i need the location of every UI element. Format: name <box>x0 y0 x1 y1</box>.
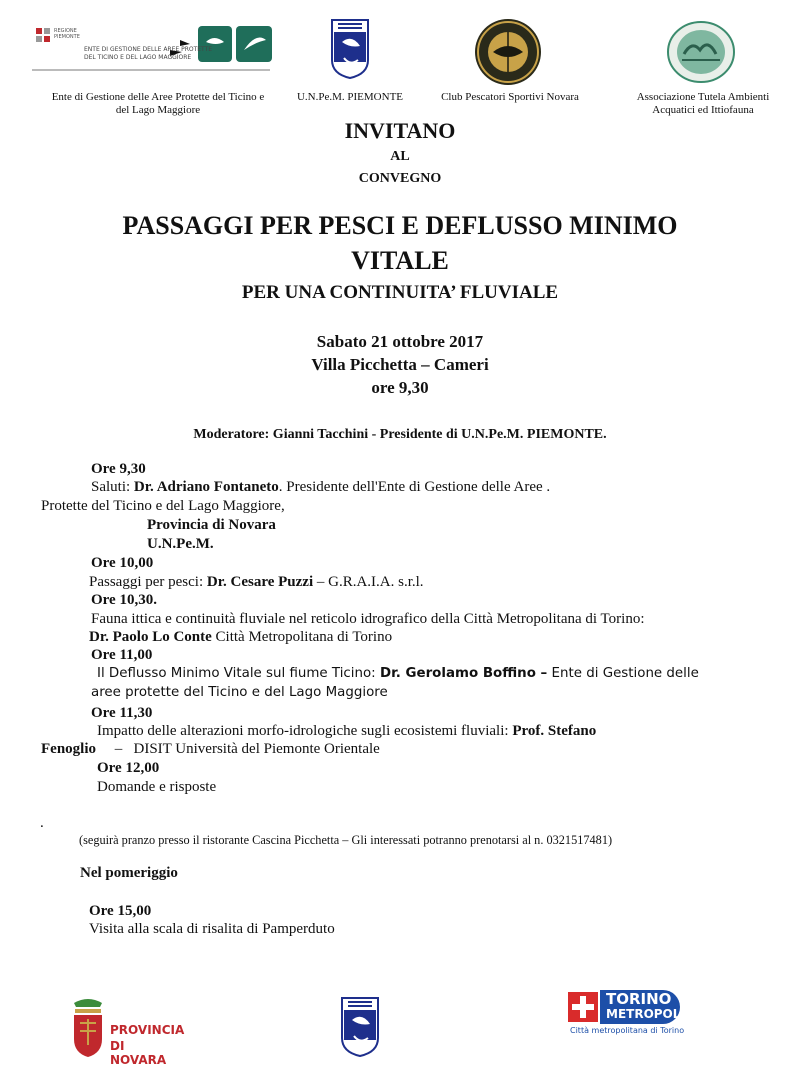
time-1030: Ore 10,30. <box>91 592 157 608</box>
invitano-heading: INVITANO <box>344 118 456 143</box>
time-1100: Ore 11,00 <box>91 647 153 663</box>
subtitle: PER UNA CONTINUITA’ FLUVIALE <box>241 282 559 303</box>
deflusso-speaker: Dr. Gerolamo Boffino – <box>379 666 548 681</box>
provincia-crest-icon <box>68 997 108 1061</box>
associazione-caption-line1: Associazione Tutela Ambienti <box>636 91 770 103</box>
saluti-rest: . Presidente dell'Ente di Gestione delle Aree . <box>278 479 551 495</box>
fauna-line: Fauna ittica e continuità fluviale nel reticolo idrografico della Città Metropolitana di Torino: <box>91 611 645 627</box>
unpem-caption: U.N.Pe.M. PIEMONTE <box>296 91 404 103</box>
deflusso-line <box>97 665 699 683</box>
stray-dot: . <box>40 815 44 831</box>
unpem-footer-logo <box>340 996 380 1058</box>
deflusso-rest: Ente di Gestione delle <box>547 666 699 681</box>
torino-logo-line1: TORINO <box>606 990 672 1008</box>
torino-logo-sub: Città metropolitana di Torino <box>570 1026 685 1035</box>
saluti-continuation: Protette del Ticino e del Lago Maggiore, <box>41 498 285 514</box>
domande-line: Domande e risposte <box>97 779 217 795</box>
impatto-speaker: Prof. Stefano <box>512 723 597 739</box>
provincia-logo-line2: DI NOVARA <box>110 1039 167 1067</box>
visit-line: Visita alla scala di risalita di Pamperduto <box>89 921 335 937</box>
fenoglio-line <box>41 740 380 759</box>
event-date: Sabato 21 ottobre 2017 <box>316 332 484 351</box>
locote-speaker: Dr. Paolo Lo Conte <box>89 629 212 645</box>
ente-caption <box>40 91 276 117</box>
impatto-line <box>97 722 596 741</box>
passaggi-rest: – G.R.A.I.A. s.r.l. <box>313 574 424 590</box>
time-1200: Ore 12,00 <box>97 760 160 776</box>
ente-logo-text-1: ENTE DI GESTIONE DELLE AREE PROTETTE <box>84 46 213 53</box>
provincia-novara-logo <box>68 997 185 1067</box>
ente-logo-text-2: DEL TICINO E DEL LAGO MAGGIORE <box>84 54 192 61</box>
associazione-logo-graphic <box>666 20 736 84</box>
unpem-logo <box>330 18 370 80</box>
associazione-caption <box>618 91 788 117</box>
fenoglio-speaker: Fenoglio <box>41 741 96 757</box>
moderator: Moderatore: Gianni Tacchini - Presidente di U.N.Pe.M. PIEMONTE. <box>193 427 607 442</box>
club-caption: Club Pescatori Sportivi Novara <box>441 91 579 103</box>
passaggi-prefix: Passaggi per pesci: <box>89 574 207 590</box>
ente-caption-line2: del Lago Maggiore <box>115 104 201 116</box>
convegno-heading: CONVEGNO <box>358 171 442 186</box>
fenoglio-rest: – DISIT Università del Piemonte Orientale <box>96 741 380 757</box>
saluti-speaker: Dr. Adriano Fontaneto <box>133 479 279 495</box>
passaggi-line <box>89 573 424 592</box>
deflusso-prefix: Il Deflusso Minimo Vitale sul fiume Ticino: <box>97 666 380 681</box>
associazione-logo <box>666 20 736 84</box>
title-line1: PASSAGGI PER PESCI E DEFLUSSO MINIMO <box>122 211 678 240</box>
afternoon-heading: Nel pomeriggio <box>80 865 178 881</box>
title-line2: VITALE <box>351 246 449 275</box>
provincia-label: Provincia di Novara <box>147 517 276 533</box>
saluti-prefix: Saluti: <box>91 479 134 495</box>
deflusso-continuation: aree protette del Ticino e del Lago Maggiore <box>91 685 388 700</box>
time-1130: Ore 11,30 <box>91 705 153 721</box>
locote-line <box>89 628 392 647</box>
ente-logo <box>30 20 280 78</box>
passaggi-speaker: Dr. Cesare Puzzi <box>206 574 314 590</box>
time-1500: Ore 15,00 <box>89 903 152 919</box>
lunch-note: (seguirà pranzo presso il ristorante Cascina Picchetta – Gli interessati potranno prenotarsi al n. 0321517481) <box>79 833 613 847</box>
locote-rest: Città Metropolitana di Torino <box>211 629 393 645</box>
associazione-caption-line2: Acquatici ed Ittiofauna <box>652 104 754 116</box>
club-logo <box>473 17 543 87</box>
torino-cross-icon <box>568 992 598 1022</box>
unpem-logo-graphic <box>330 18 370 80</box>
event-place: Villa Picchetta – Cameri <box>311 355 489 374</box>
torino-metropoli-logo <box>566 990 686 1036</box>
event-time: ore 9,30 <box>371 378 429 397</box>
provincia-logo-line1: PROVINCIA <box>110 1023 185 1037</box>
unpem-label: U.N.Pe.M. <box>147 536 214 552</box>
al-heading: AL <box>390 149 410 164</box>
time-1000: Ore 10,00 <box>91 555 154 571</box>
unpem-footer-graphic <box>340 996 380 1058</box>
impatto-prefix: Impatto delle alterazioni morfo-idrologiche sugli ecosistemi fluviali: <box>97 723 513 739</box>
saluti-line <box>91 478 550 497</box>
time-930: Ore 9,30 <box>91 461 146 477</box>
club-logo-graphic <box>473 17 543 87</box>
torino-logo-line2: METROPOLI <box>606 1007 685 1021</box>
ente-caption-line1: Ente di Gestione delle Aree Protette del Ticino e <box>51 91 265 103</box>
ente-region-mark: REGIONE PIEMONTE <box>54 28 80 40</box>
